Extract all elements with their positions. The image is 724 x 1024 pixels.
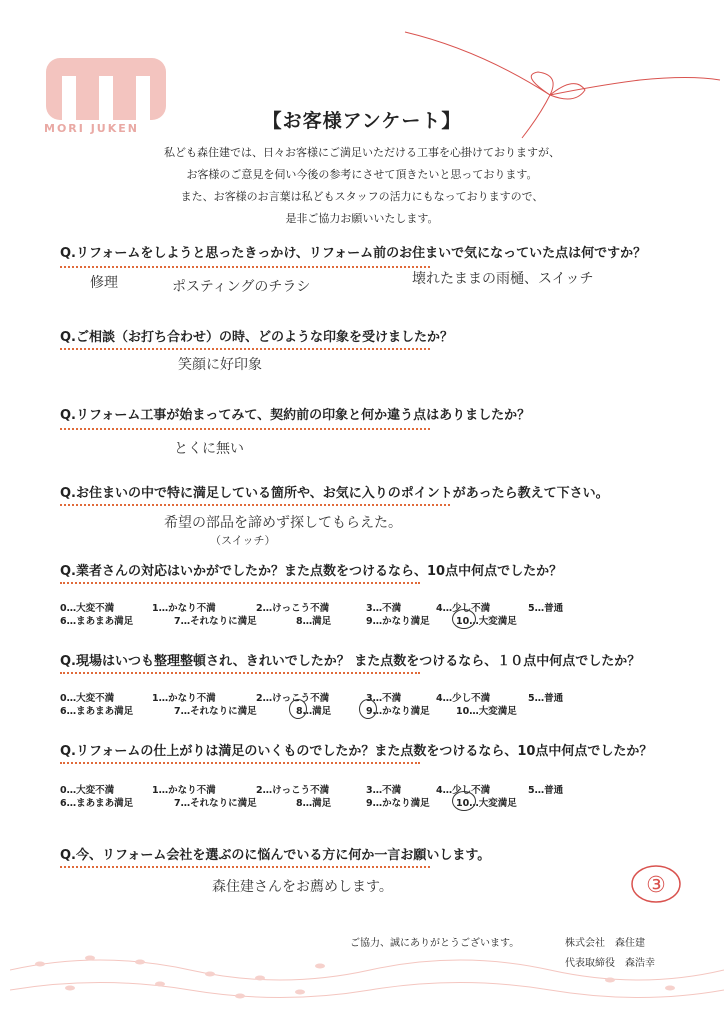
footer-company: 株式会社 森住建 [565, 938, 645, 949]
handwritten-answer: 笑顔に好印象 [178, 357, 262, 373]
scale-option: 9…かなり満足 [366, 706, 430, 717]
handwritten-answer: とくに無い [174, 441, 244, 457]
scale-option: 10…大変満足 [456, 616, 517, 627]
scale-option: 1…かなり不満 [152, 693, 216, 704]
answer-line [60, 348, 430, 350]
intro-line: お客様のご意見を伺い今後の参考にさせて頂きたいと思っております。 [186, 168, 538, 181]
question-4: Q.お住まいの中で特に満足している箇所や、お気に入りのポイントがあったら教えて下さい。 [60, 486, 609, 501]
scale-option: 10…大変満足 [456, 706, 517, 717]
scale-option: 0…大変不満 [60, 785, 115, 796]
answer-line [60, 504, 450, 506]
intro-line: また、お客様のお言葉は私どもスタッフの活力にもなっておりますので、 [180, 190, 544, 203]
scale-option: 0…大変不満 [60, 603, 115, 614]
scale-option: 5…普通 [528, 693, 564, 704]
handwritten-answer: ポスティングのチラシ [172, 279, 311, 295]
scale-option: 8…満足 [296, 706, 332, 717]
footer-representative: 代表取締役 森浩幸 [565, 958, 655, 969]
scale-option: 2…けっこう不満 [256, 603, 330, 614]
scale-option: 3…不満 [366, 603, 402, 614]
scale-option: 6…まあまあ満足 [60, 616, 134, 627]
footer-thanks: ご協力、誠にありがとうございます。 [350, 938, 520, 949]
scale-option: 6…まあまあ満足 [60, 706, 134, 717]
scale-option: 5…普通 [528, 785, 564, 796]
scale-option: 9…かなり満足 [366, 798, 430, 809]
rating-scale [60, 782, 660, 812]
scale-option: 6…まあまあ満足 [60, 798, 134, 809]
intro-text [0, 142, 724, 230]
rating-scale [60, 600, 660, 630]
scale-option: 8…満足 [296, 798, 332, 809]
question-7: Q.リフォームの仕上がりは満足のいくものでしたか？また点数をつけるなら、10点中何点でしたか？ [60, 744, 653, 759]
scale-option: 3…不満 [366, 785, 402, 796]
scale-option: 9…かなり満足 [366, 616, 430, 627]
selected-circle-8 [289, 699, 307, 719]
page-title: 【お客様アンケート】 [262, 110, 462, 132]
scale-option: 7…それなりに満足 [174, 706, 257, 717]
selected-circle-9 [359, 699, 377, 719]
scale-option: 4…少し不満 [436, 693, 491, 704]
answer-line [60, 672, 420, 674]
logo-company-text: MORI JUKEN [44, 122, 139, 135]
answer-line [60, 582, 420, 584]
rating-scale [60, 690, 660, 720]
question-5: Q.業者さんの対応はいかがでしたか？また点数をつけるなら、10点中何点でしたか？ [60, 564, 563, 579]
scale-option: 2…けっこう不満 [256, 693, 330, 704]
question-8: Q.今、リフォーム会社を選ぶのに悩んでいる方に何か一言お願いします。 [60, 848, 491, 863]
scale-option: 0…大変不満 [60, 693, 115, 704]
question-2: Q.ご相談（お打ち合わせ）の時、どのような印象を受けましたか？ [60, 330, 453, 345]
page-number-mark [628, 862, 684, 906]
page-number-text: ③ [646, 873, 666, 898]
scale-option: 1…かなり不満 [152, 785, 216, 796]
vine-decoration [10, 940, 724, 1010]
question-6: Q.現場はいつも整理整頓され、きれいでしたか？ また点数をつけるなら、１０点中何点でしたか？ [60, 654, 641, 669]
scale-option: 7…それなりに満足 [174, 798, 257, 809]
question-3: Q.リフォーム工事が始まってみて、契約前の印象と何か違う点はありましたか？ [60, 408, 531, 423]
handwritten-answer: 壊れたままの雨樋、スイッチ [412, 271, 594, 287]
scale-option: 5…普通 [528, 603, 564, 614]
answer-line [60, 266, 430, 268]
answer-line [60, 866, 430, 868]
selected-circle-10 [452, 791, 476, 811]
intro-line: 私ども森住建では、日々お客様にご満足いただける工事を心掛けておりますが、 [164, 146, 560, 159]
selected-circle-10 [452, 609, 476, 629]
answer-line [60, 428, 430, 430]
handwritten-answer-note: （スイッチ） [210, 534, 276, 547]
answer-line [60, 762, 420, 764]
scale-option: 4…少し不満 [436, 785, 491, 796]
scale-option: 3…不満 [366, 693, 402, 704]
scale-option: 2…けっこう不満 [256, 785, 330, 796]
intro-line: 是非ご協力お願いいたします。 [285, 212, 439, 225]
handwritten-answer: 希望の部品を諦めず探してもらえた。 [164, 515, 402, 531]
scale-option: 1…かなり不満 [152, 603, 216, 614]
scale-option: 10…大変満足 [456, 798, 517, 809]
question-1: Q.リフォームをしようと思ったきっかけ、リフォーム前のお住まいで気になっていた点は何ですか？ [60, 246, 647, 261]
handwritten-answer: 森住建さんをお薦めします。 [212, 879, 393, 895]
handwritten-answer: 修理 [90, 275, 118, 291]
scale-option: 4…少し不満 [436, 603, 491, 614]
scale-option: 8…満足 [296, 616, 332, 627]
scale-option: 7…それなりに満足 [174, 616, 257, 627]
